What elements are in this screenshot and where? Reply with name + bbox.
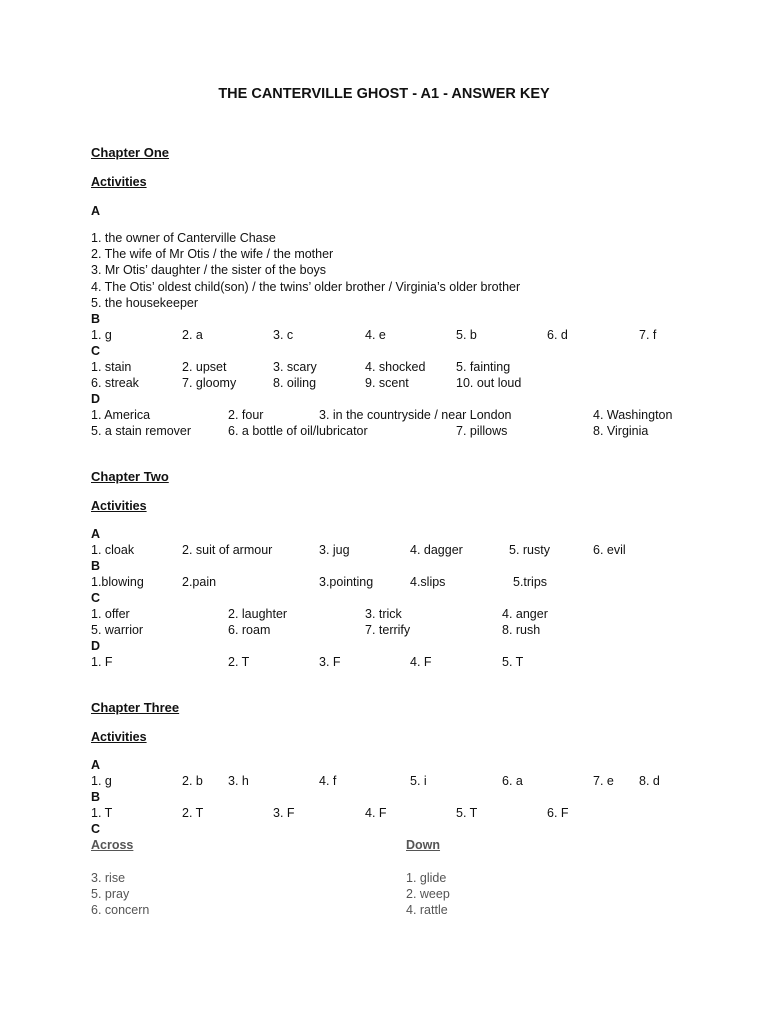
answer-item: 7. e <box>593 774 614 788</box>
chapter-two-activities-label: Activities <box>91 499 147 513</box>
answer-item: 4. F <box>410 655 432 669</box>
answer-item: 1. F <box>91 655 113 669</box>
answer-item: 1. g <box>91 328 112 342</box>
chapter-one-section-c-label: C <box>91 344 101 358</box>
answer-item: 8. rush <box>502 623 541 637</box>
answer-item: 3. jug <box>319 543 350 557</box>
chapter-one-heading: Chapter One <box>91 145 170 160</box>
chapter-three-section-b-label: B <box>91 790 101 804</box>
answer-item: 5. T <box>456 806 478 820</box>
answer-item: 6. evil <box>593 543 626 557</box>
answer-item: 3. F <box>273 806 295 820</box>
answer-item: 4. dagger <box>410 543 463 557</box>
crossword-down-item: 2. weep <box>406 887 450 901</box>
crossword-down-item: 1. glide <box>406 871 447 885</box>
answer-item: 2. four <box>228 408 264 422</box>
answer-item: 6. d <box>547 328 568 342</box>
answer-item: 5. T <box>502 655 524 669</box>
list-item: 3. Mr Otis’ daughter / the sister of the boys <box>91 263 327 277</box>
page-title: THE CANTERVILLE GHOST - A1 - ANSWER KEY <box>218 86 550 102</box>
chapter-two-heading: Chapter Two <box>91 469 169 484</box>
chapter-one-section-d-label: D <box>91 392 101 406</box>
answer-item: 5. i <box>410 774 427 788</box>
answer-item: 7. gloomy <box>182 376 237 390</box>
chapter-one-section-b-label: B <box>91 312 101 326</box>
answer-item: 1. g <box>91 774 112 788</box>
answer-item: 4. shocked <box>365 360 426 374</box>
crossword-down-item: 4. rattle <box>406 903 448 917</box>
answer-item: 7. f <box>639 328 657 342</box>
answer-item: 2.pain <box>182 575 217 589</box>
answer-item: 9. scent <box>365 376 409 390</box>
answer-item: 5. a stain remover <box>91 424 192 438</box>
answer-item: 2. laughter <box>228 607 288 621</box>
answer-item: 4. F <box>365 806 387 820</box>
answer-item: 5. b <box>456 328 477 342</box>
answer-item: 3. c <box>273 328 294 342</box>
answer-item: 8. oiling <box>273 376 317 390</box>
crossword-across-item: 6. concern <box>91 903 150 917</box>
crossword-across-item: 3. rise <box>91 871 126 885</box>
chapter-two-section-c-label: C <box>91 591 101 605</box>
answer-item: 3. in the countryside / near London <box>319 408 512 422</box>
answer-item: 3. scary <box>273 360 317 374</box>
across-heading: Across <box>91 838 134 852</box>
answer-item: 10. out loud <box>456 376 522 390</box>
answer-item: 4. Washington <box>593 408 673 422</box>
answer-item: 1. stain <box>91 360 132 374</box>
answer-item: 1. America <box>91 408 151 422</box>
chapter-three-activities-label: Activities <box>91 730 147 744</box>
answer-item: 5. rusty <box>509 543 550 557</box>
answer-item: 5.trips <box>513 575 548 589</box>
answer-item: 3. trick <box>365 607 402 621</box>
answer-item: 3. h <box>228 774 249 788</box>
answer-item: 6. a bottle of oil/lubricator <box>228 424 368 438</box>
chapter-two-section-d-label: D <box>91 639 101 653</box>
chapter-three-section-a-label: A <box>91 758 101 772</box>
answer-item: 3. F <box>319 655 341 669</box>
answer-item: 4. e <box>365 328 386 342</box>
list-item: 1. the owner of Canterville Chase <box>91 231 276 245</box>
answer-item: 5. fainting <box>456 360 511 374</box>
crossword-across-item: 5. pray <box>91 887 130 901</box>
list-item: 4. The Otis’ oldest child(son) / the twins’ older brother / Virginia’s older brother <box>91 280 521 294</box>
answer-item: 4.slips <box>410 575 446 589</box>
chapter-one-activities-label: Activities <box>91 175 147 189</box>
chapter-two-section-b-label: B <box>91 559 101 573</box>
answer-item: 2. a <box>182 328 203 342</box>
answer-item: 4. anger <box>502 607 548 621</box>
answer-item: 6. a <box>502 774 523 788</box>
answer-item: 5. warrior <box>91 623 144 637</box>
down-heading: Down <box>406 838 441 852</box>
chapter-one-section-a-label: A <box>91 204 101 218</box>
answer-item: 1. cloak <box>91 543 135 557</box>
answer-item: 2. suit of armour <box>182 543 273 557</box>
answer-item: 7. pillows <box>456 424 508 438</box>
answer-item: 2. b <box>182 774 203 788</box>
answer-item: 2. T <box>228 655 250 669</box>
answer-item: 6. streak <box>91 376 139 390</box>
chapter-three-section-c-label: C <box>91 822 101 836</box>
answer-item: 8. Virginia <box>593 424 649 438</box>
list-item: 5. the housekeeper <box>91 296 199 310</box>
answer-item: 4. f <box>319 774 337 788</box>
chapter-two-section-a-label: A <box>91 527 101 541</box>
list-item: 2. The wife of Mr Otis / the wife / the mother <box>91 247 334 261</box>
answer-item: 7. terrify <box>365 623 411 637</box>
answer-item: 8. d <box>639 774 660 788</box>
answer-item: 3.pointing <box>319 575 374 589</box>
answer-item: 1.blowing <box>91 575 144 589</box>
answer-item: 1. T <box>91 806 113 820</box>
answer-item: 2. T <box>182 806 204 820</box>
answer-item: 6. roam <box>228 623 271 637</box>
answer-item: 1. offer <box>91 607 130 621</box>
answer-item: 2. upset <box>182 360 227 374</box>
answer-item: 6. F <box>547 806 569 820</box>
chapter-three-heading: Chapter Three <box>91 700 180 715</box>
